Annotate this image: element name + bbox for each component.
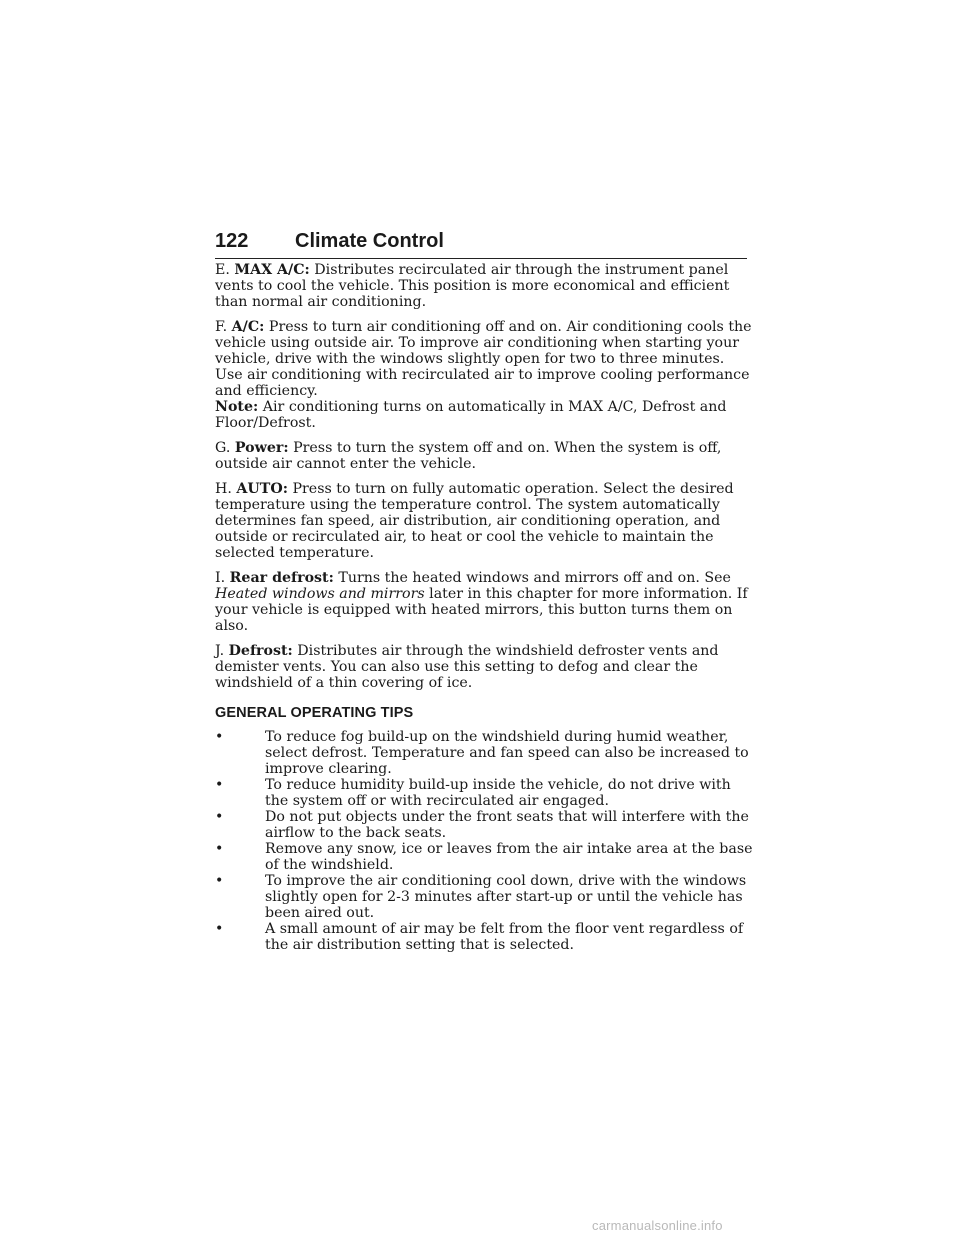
header-rule <box>215 258 747 259</box>
item-prefix: H. <box>215 481 232 497</box>
item-prefix: F. <box>215 319 228 335</box>
tips-list <box>215 729 755 953</box>
item-prefix: J. <box>215 643 225 659</box>
item-rear-defrost <box>215 570 755 634</box>
page-header <box>215 230 444 253</box>
list-item <box>215 841 755 873</box>
note-text: Air conditioning turns on automatically in MAX A/C, Defrost and Floor/Defrost. <box>215 399 727 431</box>
bullet: • <box>215 777 224 793</box>
watermark: carmanualsonline.info <box>592 1218 723 1233</box>
bullet: • <box>215 729 224 745</box>
item-term: A/C: <box>231 319 265 335</box>
item-prefix: E. <box>215 262 230 278</box>
item-text: Distributes recirculated air through the instrument panel vents to cool the vehicle. This position is more economical and efficient than normal air conditioning. <box>215 262 730 310</box>
tip-text: To improve the air conditioning cool down, drive with the windows slightly open for 2-3 minutes after start-up or until the vehicle has been aired out. <box>265 873 747 921</box>
item-ac-note <box>215 399 755 431</box>
item-ac-extra: Use air conditioning with recirculated air to improve cooling performance and efficiency. <box>215 367 750 399</box>
tip-text: A small amount of air may be felt from the floor vent regardless of the air distribution setting that is selected. <box>265 921 744 953</box>
item-text: Distributes air through the windshield defroster vents and demister vents. You can also use this setting to defog and clear the windshield of a thin covering of ice. <box>215 643 719 691</box>
list-item <box>215 921 755 953</box>
item-term: Power: <box>234 440 289 456</box>
item-defrost <box>215 643 755 691</box>
tip-text: To reduce humidity build-up inside the vehicle, do not drive with the system off or with recirculated air engaged. <box>265 777 731 809</box>
tips-heading: GENERAL OPERATING TIPS <box>215 705 414 721</box>
item-ac <box>215 319 755 367</box>
item-term: Defrost: <box>228 643 293 659</box>
bullet: • <box>215 873 224 889</box>
item-prefix: G. <box>215 440 231 456</box>
item-prefix: I. <box>215 570 226 586</box>
list-item <box>215 809 755 841</box>
list-item <box>215 777 755 809</box>
bullet: • <box>215 841 224 857</box>
item-text: Press to turn air conditioning off and on. Air conditioning cools the vehicle using outside air. To improve air conditioning when starting your vehicle, drive with the windows slightly open for two to three minutes. <box>215 319 752 367</box>
list-item <box>215 729 755 777</box>
item-max-ac <box>215 262 755 310</box>
tip-text: Do not put objects under the front seats that will interfere with the airflow to the back seats. <box>265 809 749 841</box>
item-text: later in this chapter for more information. If your vehicle is equipped with heated mirrors, this button turns them on also. <box>215 586 748 634</box>
tip-text: To reduce fog build-up on the windshield during humid weather, select defrost. Temperature and fan speed can also be increased to improve clearing. <box>265 729 749 777</box>
page-content <box>215 262 755 953</box>
note-label: Note: <box>215 399 259 415</box>
bullet: • <box>215 921 224 937</box>
bullet: • <box>215 809 224 825</box>
item-term: Rear defrost: <box>229 570 334 586</box>
item-text: Press to turn the system off and on. When the system is off, outside air cannot enter the vehicle. <box>215 440 722 472</box>
cross-reference: Heated windows and mirrors <box>215 586 425 602</box>
tip-text: Remove any snow, ice or leaves from the air intake area at the base of the windshield. <box>265 841 753 873</box>
item-term: MAX A/C: <box>234 262 310 278</box>
item-power <box>215 440 755 472</box>
item-text: Press to turn on fully automatic operation. Select the desired temperature using the temperature control. The system automatically determines fan speed, air distribution, air conditioning operation, and outside or recirculated air, to heat or cool the vehicle to maintain the selected temperature. <box>215 481 734 561</box>
item-term: AUTO: <box>236 481 288 497</box>
item-text: Turns the heated windows and mirrors off and on. See <box>338 570 731 586</box>
list-item <box>215 873 755 921</box>
page-number: 122 <box>215 230 249 252</box>
section-title: Climate Control <box>295 230 444 252</box>
item-auto <box>215 481 755 561</box>
